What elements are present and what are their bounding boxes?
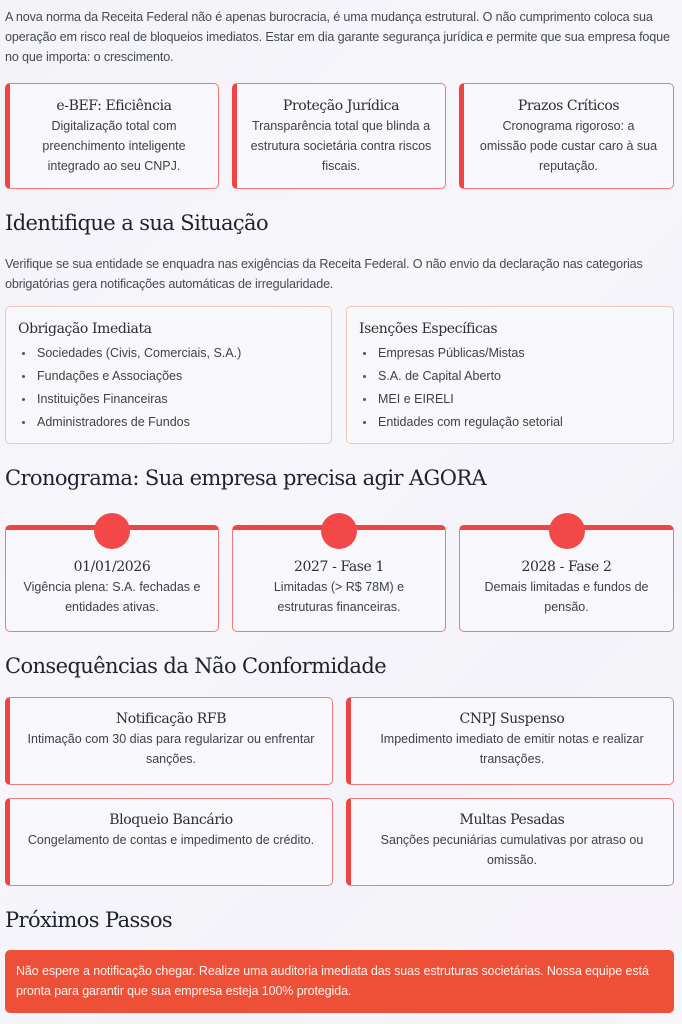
benefit-title: e-BEF: Eficiência [56, 98, 172, 114]
benefit-title: Prazos Críticos [517, 98, 620, 114]
list-item: Entidades com regulação setorial [359, 411, 661, 434]
obligation-box [5, 306, 332, 444]
consequence-card-notification [5, 697, 333, 785]
consequence-text: Intimação com 30 dias para regularizar ou enfrentar sanções. [27, 732, 315, 766]
consequence-text: Congelamento de contas e impedimento de crédito. [27, 833, 315, 847]
list-item: Administradores de Fundos [18, 411, 319, 434]
benefit-card-legal-protection [232, 83, 446, 189]
consequence-title: CNPJ Suspenso [459, 711, 565, 727]
cta-banner [5, 950, 674, 1013]
timeline-title: 2028 - Fase 2 [521, 559, 612, 575]
list-item: Sociedades (Civis, Comerciais, S.A.) [18, 342, 319, 365]
consequences-heading: Consequências da Não Conformidade [5, 654, 387, 678]
consequence-text: Sanções pecuniárias cumulativas por atraso ou omissão. [380, 833, 644, 867]
consequence-card-heavy-fines [346, 798, 674, 886]
timeline-marker-icon [321, 513, 357, 549]
cta-text: Não espere a notificação chegar. Realize uma auditoria imediata das suas estruturas societárias. Nossa equipe está pronta para garantir que sua empresa esteja 100% protegida. [16, 964, 649, 998]
consequence-card-cnpj-suspended [346, 697, 674, 785]
benefit-card-efficiency [5, 83, 219, 189]
timeline-text: Vigência plena: S.A. fechadas e entidades ativas. [23, 580, 201, 614]
timeline-marker-icon [94, 513, 130, 549]
timeline-text: Limitadas (> R$ 78M) e estruturas financeiras. [273, 580, 405, 614]
timeline-card-2026 [5, 525, 219, 632]
list-item: S.A. de Capital Aberto [359, 365, 661, 388]
obligation-title: Obrigação Imediata [18, 321, 152, 337]
consequence-title: Notificação RFB [115, 711, 227, 727]
benefit-card-critical-deadlines [459, 83, 674, 189]
situation-heading: Identifique a sua Situação [5, 211, 269, 235]
exemptions-list [359, 342, 661, 434]
timeline-text: Demais limitadas e fundos de pensão. [484, 580, 649, 614]
benefit-title: Proteção Jurídica [282, 98, 400, 114]
intro-paragraph: A nova norma da Receita Federal não é apenas burocracia, é uma mudança estrutural. O não cumprimento coloca sua operação em risco real de bloqueios imediatos. Estar em dia garante segurança jurídica e permite que sua empresa foque no que importa: o crescimento. [5, 10, 670, 64]
timeline-card-2028 [459, 525, 674, 632]
benefit-text: Cronograma rigoroso: a omissão pode custar caro à sua reputação. [479, 119, 658, 173]
list-item: Empresas Públicas/Mistas [359, 342, 661, 365]
benefit-text: Transparência total que blinda a estrutura societária contra riscos fiscais. [250, 119, 432, 173]
consequence-title: Bloqueio Bancário [109, 812, 233, 828]
list-item: Fundações e Associações [18, 365, 319, 388]
timeline-marker-icon [549, 513, 585, 549]
list-item: MEI e EIRELI [359, 388, 661, 411]
timeline-title: 2027 - Fase 1 [294, 559, 384, 575]
timeline-title: 01/01/2026 [73, 559, 151, 575]
consequence-text: Impedimento imediato de emitir notas e realizar transações. [380, 732, 644, 766]
timeline-card-2027 [232, 525, 446, 632]
timeline-heading: Cronograma: Sua empresa precisa agir AGORA [5, 466, 487, 490]
benefit-text: Digitalização total com preenchimento inteligente integrado ao seu CNPJ. [42, 119, 186, 173]
obligation-list [18, 342, 319, 434]
situation-paragraph: Verifique se sua entidade se enquadra nas exigências da Receita Federal. O não envio da declaração nas categorias obrigatórias gera notificações automáticas de irregularidade. [5, 257, 643, 291]
next-steps-heading: Próximos Passos [5, 908, 173, 932]
list-item: Instituições Financeiras [18, 388, 319, 411]
consequence-card-bank-block [5, 798, 333, 886]
exemptions-title: Isenções Específicas [359, 321, 498, 337]
consequence-title: Multas Pesadas [459, 812, 565, 828]
exemptions-box [346, 306, 674, 444]
